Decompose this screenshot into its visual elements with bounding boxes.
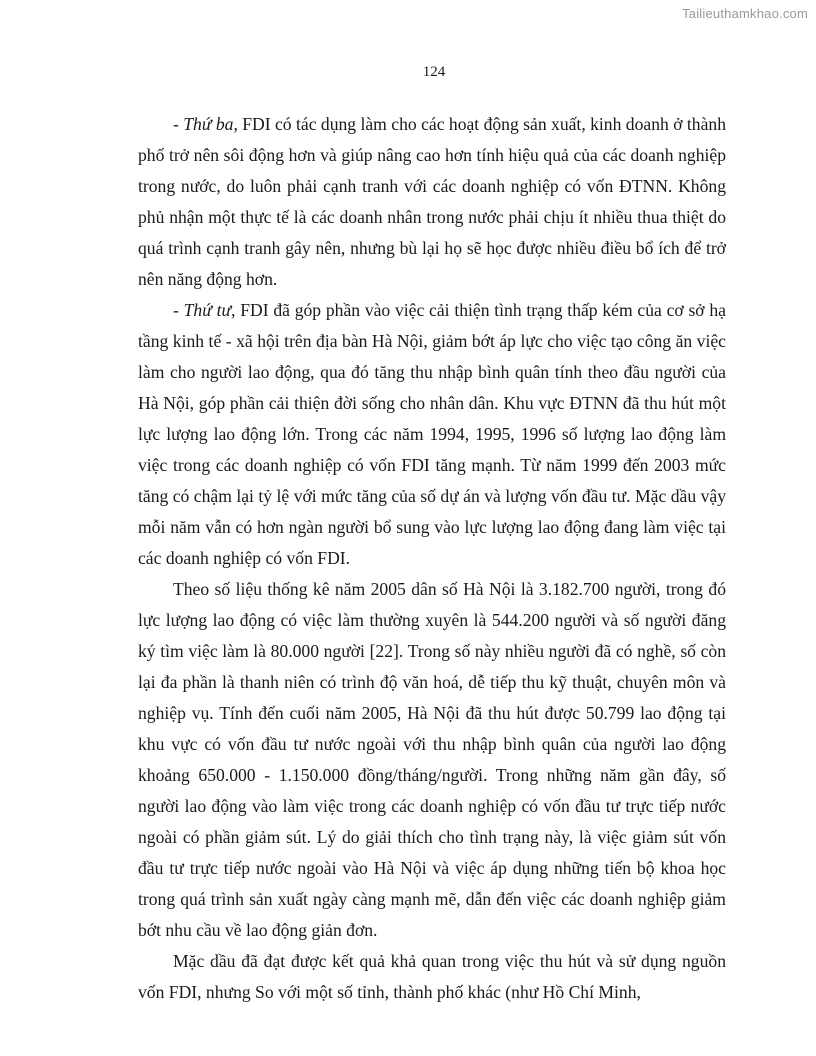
paragraph-emphasis: Thứ ba — [183, 114, 234, 134]
paragraph-statistics — [138, 574, 726, 946]
paragraph-text: FDI đã góp phần vào việc cải thiện tình trạng thấp kém của cơ sở hạ tầng kinh tế - xã hội trên địa bàn Hà Nội, giảm bớt áp lực cho việc tạo công ăn việc làm cho người lao động, qua đó tăng thu nhập bình quân tính theo đầu người của Hà Nội, góp phần cải thiện đời sống cho nhân dân. Khu vực ĐTNN đã thu hút một lực lượng lao động lớn. Trong các năm 1994, 1995, 1996 số lượng lao động làm việc trong các doanh nghiệp có vốn FDI tăng mạnh. Từ năm 1999 đến 2003 mức tăng có chậm lại tỷ lệ với mức tăng của số dự án và lượng vốn đầu tư. Mặc dầu vậy mỗi năm vẫn có hơn ngàn người bổ sung vào lực lượng lao động đang làm việc tại các doanh nghiệp có vốn FDI. — [138, 300, 726, 568]
paragraph-thu-tu — [138, 295, 726, 574]
paragraph-text: Theo số liệu thống kê năm 2005 dân số Hà Nội là 3.182.700 người, trong đó lực lượng lao động có việc làm thường xuyên là 544.200 người và số người đăng ký tìm việc làm là 80.000 người [22]. Trong số này nhiều người đã có nghề, số còn lại đa phần là thanh niên có trình độ văn hoá, dễ tiếp thu kỹ thuật, chuyên môn và nghiệp vụ. Tính đến cuối năm 2005, Hà Nội đã thu hút được 50.799 lao động tại khu vực có vốn đầu tư nước ngoài với thu nhập bình quân của người lao động khoảng 650.000 - 1.150.000 đồng/tháng/người. Trong những năm gần đây, số người lao động vào làm việc trong các doanh nghiệp có vốn đầu tư trực tiếp nước ngoài có phần giảm sút. Lý do giải thích cho tình trạng này, là việc giảm sút vốn đầu tư trực tiếp nước ngoài vào Hà Nội và việc áp dụng những tiến bộ khoa học trong quá trình sản xuất ngày càng mạnh mẽ, dẫn đến việc các doanh nghiệp giảm bớt nhu cầu về lao động giản đơn. — [138, 579, 726, 940]
paragraph-text: , FDI có tác dụng làm cho các hoạt động sản xuất, kinh doanh ở thành phố trở nên sôi động hơn và giúp nâng cao hơn tính hiệu quả của các doanh nghiệp trong nước, do luôn phải cạnh tranh với các doanh nghiệp có vốn ĐTNN. Không phủ nhận một thực tế là các doanh nhân trong nước phải chịu ít nhiều thua thiệt do quá trình cạnh tranh gây nên, nhưng bù lại họ sẽ học được nhiều điều bổ ích để trở nên năng động hơn. — [138, 114, 726, 289]
paragraph-conclusion — [138, 946, 726, 1008]
document-body — [138, 109, 726, 1008]
watermark: Tailieuthamkhao.com — [682, 6, 808, 21]
paragraph-lead: - — [173, 300, 184, 320]
paragraph-emphasis: Thứ tư, — [183, 300, 236, 320]
page-number: 124 — [422, 64, 446, 80]
paragraph-lead: - — [173, 114, 184, 134]
paragraph-text: Mặc dầu đã đạt được kết quả khả quan trong việc thu hút và sử dụng nguồn vốn FDI, nhưng So với một số tỉnh, thành phố khác (như Hồ Chí Minh, — [138, 951, 726, 1002]
paragraph-thu-ba — [138, 109, 726, 295]
